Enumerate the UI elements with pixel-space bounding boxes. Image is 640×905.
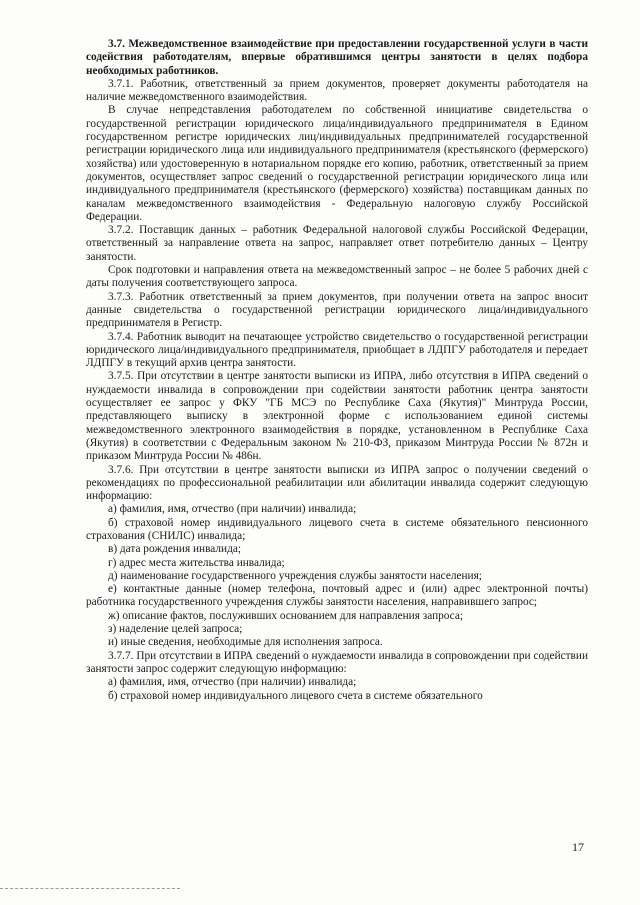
document-body [86,38,588,703]
list-item-g: г) адрес места жительства инвалида; [108,556,285,569]
paragraph-3-7-5: 3.7.5. При отсутствии в центре занятости выписки из ИПРА, либо отсутствия в ИПРА сведений о нуждаемости инвалида в сопровождении при содействии занятости работник центра занятости осуществляет ее запрос у ФКУ "ГБ МСЭ по Республике Саха (Якутия)" Минтруда России, представляющего выписку в электронной форме с использованием единой системы межведомственного электронного взаимодействия в порядке, установленном в Республике Саха (Якутия) в соответствии с Федеральным законом № 210-ФЗ, приказом Минтруда России № 872н и приказом Минтруда России № 486н. [86,370,588,463]
list-item-v: в) дата рождения инвалида; [108,543,241,556]
paragraph-non-submission: В случае непредставления работодателем по собственной инициативе свидетельства о государственной регистрации юридического лица/индивидуального предпринимателя в Едином государственном регистре юридических лиц/индивидуальных предпринимателей государственной регистрации юридического лица или индивидуального предпринимателя (крестьянского (фермерского) хозяйства) или удостоверенную в нотариальном порядке его копию, работник, ответственный за прием документов, осуществляет запрос сведений о государственной регистрации юридического лица или индивидуального предпринимателя (крестьянского (фермерского) хозяйства) поставщикам данных по каналам межведомственного взаимодействия - Федеральную налоговую службу Российской Федерации. [86,104,588,223]
paragraph-3-7-3: 3.7.3. Работник ответственный за прием документов, при получении ответа на запрос вносит данные свидетельства о государственной регистрации юридического лица/индивидуального предпринимателя в Регистр. [86,290,588,330]
list-item-b-2: б) страховой номер индивидуального лицевого счета в системе обязательного [108,689,483,702]
list-item-d: д) наименование государственного учреждения службы занятости населения; [108,569,482,582]
paragraph-3-7-6: 3.7.6. При отсутствии в центре занятости выписки из ИПРА запрос о получении сведений о рекомендациях по профессиональной реабилитации или абилитации инвалида содержит следующую информацию: [86,463,588,503]
list-item-i: и) иные сведения, необходимые для исполнения запроса. [108,636,383,649]
section-heading: 3.7. Межведомственное взаимодействие при предоставлении государственной услуги в части содействия работодателям, впервые обратившимся центры занятости в целях подбора необходимых работников. [86,38,588,77]
paragraph-3-7-4: 3.7.4. Работник выводит на печатающее устройство свидетельство о государственной регистрации юридического лица/индивидуального предпринимателя, приобщает в ЛДПГУ работодателя и передает ЛДПГУ в текущий архив центра занятости. [86,330,588,370]
paragraph-3-7-7: 3.7.7. При отсутствии в ИПРА сведений о нуждаемости инвалида в сопровождении при содействии занятости запрос содержит следующую информацию: [86,649,588,675]
list-item-zh: ж) описание фактов, послуживших основанием для направления запроса; [108,609,463,622]
paragraph-response-deadline: Срок подготовки и направления ответа на межведомственный запрос – не более 5 рабочих дней с даты получения соответствующего запроса. [86,264,588,290]
bottom-divider [0,888,180,889]
list-item-a-2: а) фамилия, имя, отчество (при наличии) инвалида; [108,676,357,689]
paragraph-3-7-2: 3.7.2. Поставщик данных – работник Федеральной налоговой службы Российской Федерации, ответственный за направление ответа на запрос, направляет ответ потребителю данных – Центру занятости. [86,224,588,263]
list-item-b: б) страховой номер индивидуального лицевого счета в системе обязательного пенсионного страхования (СНИЛС) инвалида; [86,516,588,542]
list-item-z: з) наделение целей запроса; [108,623,243,636]
page-number: 17 [572,840,584,854]
list-item-a: а) фамилия, имя, отчество (при наличии) инвалида; [108,503,357,516]
list-item-e: е) контактные данные (номер телефона, почтовый адрес и (или) адрес электронной почты) работника государственного учреждения службы занятости населения, направившего запрос; [86,583,588,609]
paragraph-3-7-1: 3.7.1. Работник, ответственный за прием документов, проверяет документы работодателя на наличие межведомственного взаимодействия. [86,77,588,104]
